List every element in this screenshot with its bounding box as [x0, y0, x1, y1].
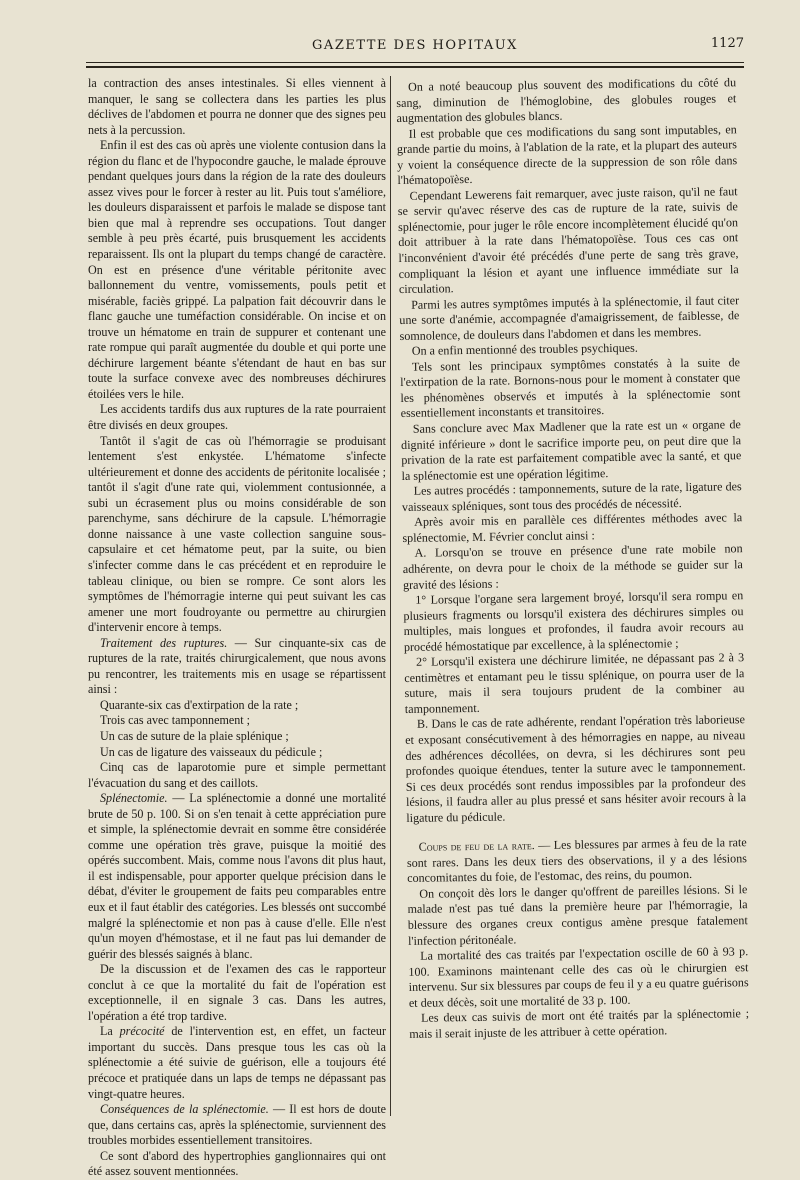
list-item: Quarante-six cas d'extirpation de la rate ;	[100, 697, 299, 712]
paragraph-text: de l'intervention est, en effet, un facteur important du succès. Dans presque tous les cas où la splénectomie a été suivie de guérison, elle a toujours été précoce et pratiquée dans un laps de temps ne dépassant pas vingt-quatre heures.	[88, 1024, 387, 1101]
right-column	[396, 75, 749, 1042]
paragraph-text: — Il est hors de doute que, dans certains cas, après la splénectomie, surviennent des troubles morbides essentiellement transitoires.	[88, 1102, 386, 1148]
paragraph	[88, 636, 386, 698]
section-heading: Conséquences de la splénectomie.	[100, 1102, 269, 1117]
section-heading: précocité	[119, 1024, 165, 1039]
left-column	[88, 76, 386, 1180]
paragraph: Les autres procédés : tamponnements, suture de la rate, ligature des vaisseaux spléniques, sont tous des procédés de nécessité.	[401, 479, 742, 514]
list-item: Trois cas avec tamponnement ;	[100, 713, 251, 728]
paragraph	[407, 835, 748, 886]
paragraph: Ce sont d'abord des hypertrophies ganglionnaires qui ont été assez souvent mentionnées.	[88, 1148, 386, 1179]
paragraph-text: La	[100, 1024, 120, 1039]
paragraph: la contraction des anses intestinales. Si elles viennent à manquer, le sang se collectera dans les parties les plus déclives de l'abdomen et pourra ne donner que des signes peu nets à la percussion.	[88, 76, 386, 137]
list-item: Un cas de suture de la plaie splénique ;	[100, 728, 289, 743]
paragraph: 2° Lorsqu'il existera une déchirure limitée, ne dépassant pas 2 à 3 centimètres et entamant peu le tissu splénique, on pourra user de la suture, mais il sera toujours prudent de la combiner au tamponnement.	[404, 650, 745, 716]
paragraph-text: — Les blessures par armes à feu de la rate sont rares. Dans les deux tiers des observations, il y a des lésions concomitantes du foie, de l'estomac, des reins, du poumon.	[406, 835, 747, 886]
paragraph-text: — Sur cinquante-six cas de ruptures de la rate, traités chirurgicalement, que nous avons pu rencontrer, les traitements mis en usage se répartissent ainsi :	[88, 635, 386, 697]
header-rule-thick	[86, 66, 744, 68]
paragraph: Après avoir mis en parallèle ces différentes méthodes avec la splénectomie, M. Février conclut ainsi :	[402, 510, 743, 545]
paragraph: Il est probable que ces modifications du sang sont imputables, en grande partie du moins, à l'ablation de la rate, et la plupart des auteurs y voient la conséquence directe de la suppression de son rôle dans l'hématopoïèse.	[396, 121, 738, 188]
paragraph: A. Lorsqu'on se trouve en présence d'une rate mobile non adhérente, on devra pour le choix de la méthode se guider sur la gravité des lésions :	[402, 541, 743, 592]
paragraph: La mortalité des cas traités par l'expectation oscille de 60 à 93 p. 100. Examinons maintenant celle des cas où le chirurgien est intervenu. Sur six blessures par coups de feu il y a eu quatre guérisons et deux décès, soit une mortalité de 33 p. 100.	[408, 944, 749, 1010]
paragraph: De la discussion et de l'examen des cas le rapporteur conclut à ce que la mortalité du fait de l'opération est exceptionnelle, il en signale 3 cas. Dans les autres, l'opération a été trop tardive.	[88, 962, 386, 1023]
paragraph	[88, 791, 386, 962]
column-divider	[390, 76, 391, 1116]
paragraph: Parmi les autres symptômes imputés à la splénectomie, il faut citer une sorte d'anémie, accompagnée d'amaigrissement, de faiblesse, de somnolence, de douleurs dans l'abdomen et dans les membres.	[399, 292, 740, 343]
paragraph: On a noté beaucoup plus souvent des modifications du côté du sang, diminution de l'hémoglobine, des globules rouges et augmentation des globules blancs.	[396, 75, 737, 126]
section-heading: Splénectomie.	[100, 791, 168, 806]
section-heading: Traitement des ruptures.	[100, 635, 228, 650]
paragraph: B. Dans le cas de rate adhérente, rendant l'opération très laborieuse et exposant consécutivement à des hémorragies en nappe, au niveau des adhérences décollées, on devra, si les déchirures sont peu profondes quoique étendues, tenter la suture avec le tamponnement. Si ces deux procédés sont rendus impossibles par la profondeur des lésions, il faudra aller au plus pressé et sans hésiter avoir recours à la ligature du pédicule.	[405, 712, 747, 825]
paragraph: Les accidents tardifs dus aux ruptures de la rate pourraient être divisés en deux groupes.	[88, 402, 386, 433]
header-rule-thin	[86, 62, 744, 63]
paragraph	[88, 1102, 386, 1149]
list-item: Cinq cas de laparotomie pure et simple permettant l'évacuation du sang et des caillots.	[88, 760, 386, 790]
list-item: Un cas de ligature des vaisseaux du pédicule ;	[100, 744, 323, 759]
page-header	[86, 36, 744, 58]
section-heading: Coups de feu de la rate.	[418, 838, 535, 855]
paragraph-text: — La splénectomie a donné une mortalité brute de 50 p. 100. Si on s'en tenait à cette appréciation pure et simple, la splénectomie devrait en somme être considérée comme une opération très grave, puisque la moitié des opérés succombent. Mais, comme nous l'avons dit plus haut, il est indispensable, pour apporter quelque précision dans le débat, d'éviter le groupement de faits peu comparables entre eux et il faut établir des catégories. Les blessés ont succombé malgré la splénectomie et non pas à cause d'elle. Elle n'est qu'un moyen d'hémostase, et il ne faut pas lui demander de guérir des blessés saignés à blanc.	[88, 791, 386, 961]
running-title: GAZETTE DES HOPITAUX	[312, 38, 518, 53]
paragraph: Les deux cas suivis de mort ont été traités par la splénectomie ; mais il serait injuste de les attribuer à cette opération.	[409, 1006, 750, 1041]
paragraph: 1° Lorsque l'organe sera largement broyé, lorsqu'il sera rompu en plusieurs fragments ou lorsqu'il existera des déchirures simples ou multiples, mais longues et profondes, il faudra avoir recours au procédé hémostatique par excellence, à la splénectomie ;	[403, 588, 744, 654]
paragraph: On conçoit dès lors le danger qu'offrent de pareilles lésions. Si le malade n'est pas tué dans la première heure par l'hémorragie, la blessure des organes creux contigus amène presque fatalement l'infection péritonéale.	[407, 882, 748, 948]
page-number: 1127	[710, 36, 744, 51]
paragraph: Sans conclure avec Max Madlener que la rate est un « organe de dignité inférieure » dont le sacrifice importe peu, on peut dire que la privation de la rate est parfaitement compatible avec la santé, et que la splénectomie est une opération légitime.	[400, 417, 742, 483]
paragraph	[88, 1024, 386, 1102]
paragraph: Tels sont les principaux symptômes constatés à la suite de l'extirpation de la rate. Bornons-nous pour le moment à constater que les phénomènes observés et imputés à la splénectomie sont essentiellement inconstants et transitoires.	[400, 355, 741, 421]
paragraph: Tantôt il s'agit de cas où l'hémorragie se produisant lentement s'est enkystée. L'hématome s'infecte ultérieurement et donne des accidents de péritonite localisée ; tantôt il s'agit d'une rate qui, violemment contusionnée, a subi un écrasement plus ou moins considérable de son parenchyme, sans déchirure de la capsule. L'hémorragie donne naissance à une vaste collection sanguine sous-capsulaire et cet hématome peut, par la suite, ou bien s'infecter comme dans le cas précédent et en reproduire le tableau clinique, ou bien se rompre. Ce sont alors les symptômes de l'hémorragie interne qui peut suivant les cas amener une mort foudroyante ou permettre au chirurgien d'intervenir encore à temps.	[88, 433, 386, 635]
paragraph: Enfin il est des cas où après une violente contusion dans la région du flanc et de l'hypocondre gauche, le malade éprouve pendant quelques jours dans la région de la rate des douleurs assez vives pour le forcer à rester au lit. Puis tout s'améliore, les douleurs disparaissent et parfois le malade se dispose tant bien que mal à reprendre ses occupations. Tout danger semble à peu près écarté, puis brusquement les accidents reparaissent. Ils ont la plupart du temps changé de caractère. On est en présence d'une véritable péritonite avec ballonnement du ventre, vomissements, pouls petit et misérable, faciès grippé. La palpation fait découvrir dans le flanc gauche une tuméfaction considérable. On incise et on trouve un hématome en train de suppurer et contenant une rate rompue qui paraît augmentée du double et qui porte une déchirure largement béante s'étendant de haut en bas sur toute la surface convexe avec des nombreuses déchirures étoilées vers le hile.	[88, 138, 386, 401]
paragraph: Cependant Lewerens fait remarquer, avec juste raison, qu'il ne faut se servir qu'avec réserve des cas de rupture de la rate, suivis de splénectomie, pour juger le rôle encore incomplètement élucidé qu'on doit attribuer à la rate dans l'hématopoïèse. Tous ces cas ont l'inconvénient d'avoir été précédés d'une perte de sang très grave, compliquant la lésion et ayant une influence immédiate sur la circulation.	[397, 184, 739, 297]
paragraph: On a enfin mentionné des troubles psychiques.	[411, 340, 638, 359]
